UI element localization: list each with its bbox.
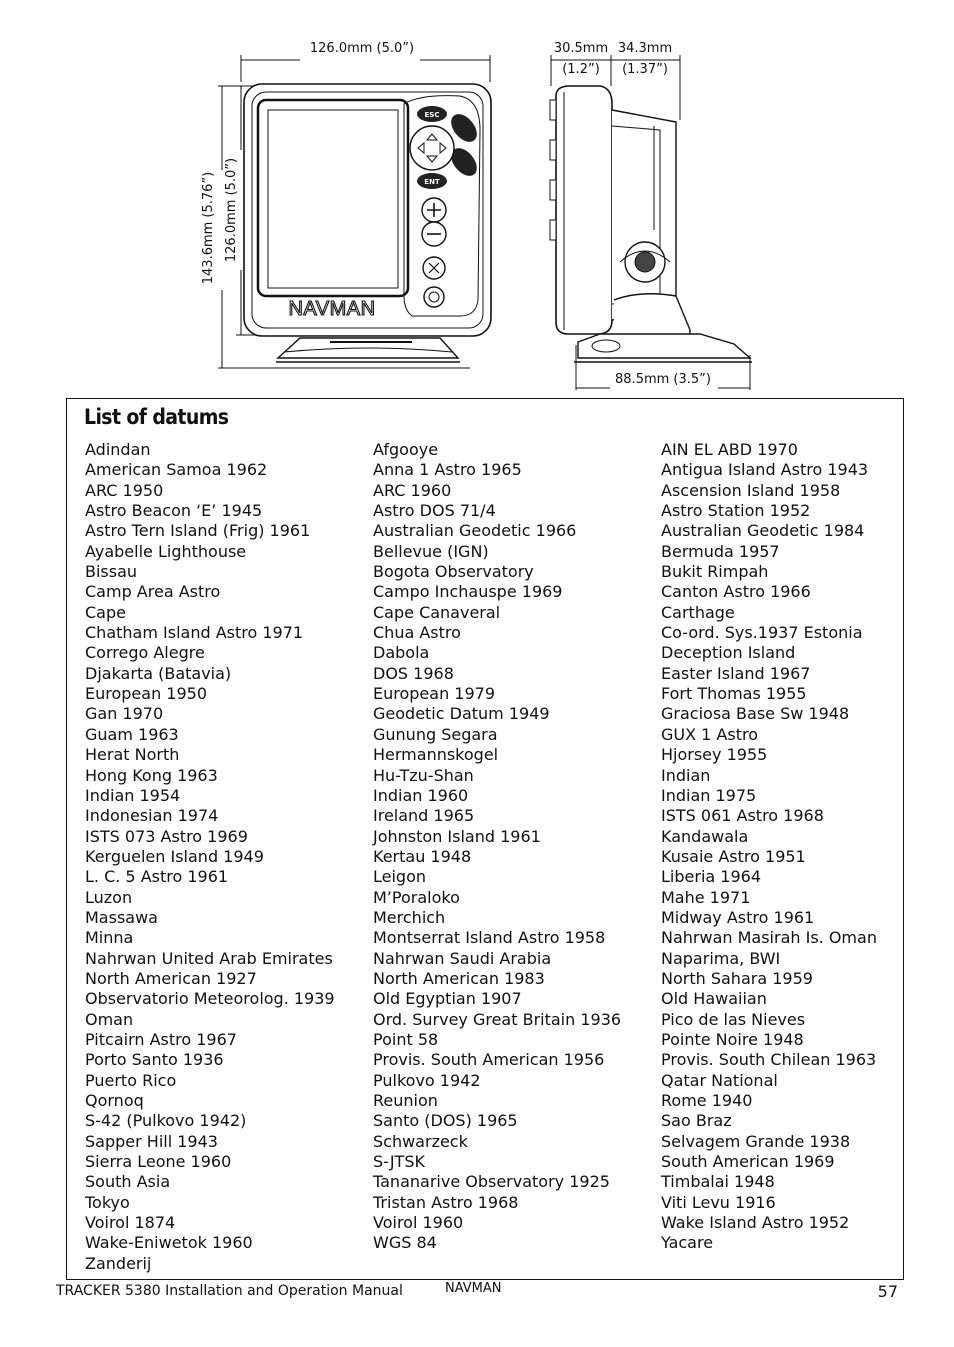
datum-item: Graciosa Base Sw 1948 <box>661 704 850 724</box>
datum-item: ISTS 061 Astro 1968 <box>661 806 824 826</box>
front-view-unit <box>244 84 491 362</box>
datum-item: Astro Tern Island (Frig) 1961 <box>85 521 311 541</box>
datum-item: Bermuda 1957 <box>661 541 780 561</box>
datum-item: WGS 84 <box>373 1233 437 1253</box>
datum-item: Leigon <box>373 867 427 887</box>
datum-item: Timbalai 1948 <box>661 1172 775 1192</box>
datum-item: Bissau <box>85 562 138 582</box>
datum-item: Tokyo <box>85 1192 130 1212</box>
datum-item: Hu-Tzu-Shan <box>373 765 474 785</box>
datum-item: Provis. South Chilean 1963 <box>661 1050 877 1070</box>
datum-item: Merchich <box>373 907 446 927</box>
datum-item: Old Egyptian 1907 <box>373 989 522 1009</box>
datum-item: Zanderij <box>85 1253 152 1273</box>
datum-item: Anna 1 Astro 1965 <box>373 460 522 480</box>
datum-item: Voirol 1874 <box>85 1213 176 1233</box>
datum-item: Geodetic Datum 1949 <box>373 704 550 724</box>
datums-section <box>66 398 904 1280</box>
datum-item: Johnston Island 1961 <box>373 826 541 846</box>
datum-item: Point 58 <box>373 1029 439 1049</box>
datum-item: Ord. Survey Great Britain 1936 <box>373 1009 622 1029</box>
datum-item: Wake-Eniwetok 1960 <box>85 1233 253 1253</box>
datum-item: South Asia <box>85 1172 171 1192</box>
side-front-depth-in: (1.2”) <box>562 62 600 77</box>
datum-item: Schwarzeck <box>373 1131 468 1151</box>
esc-key-label: ESC <box>424 111 440 119</box>
datum-item: Pitcairn Astro 1967 <box>85 1029 237 1049</box>
datum-item: Midway Astro 1961 <box>661 907 815 927</box>
front-height-overall-label: 143.6mm (5.76”) <box>201 171 216 285</box>
datum-item: Reunion <box>373 1091 438 1110</box>
datum-item: Luzon <box>85 887 133 907</box>
datum-item: M’Poraloko <box>373 887 460 907</box>
datum-item: S-42 (Pulkovo 1942) <box>85 1111 247 1131</box>
datum-item: Oman <box>85 1009 134 1029</box>
datum-item: Guam 1963 <box>85 724 179 744</box>
datum-item: Camp Area Astro <box>85 582 221 602</box>
datum-item: Pointe Noire 1948 <box>661 1029 804 1049</box>
datum-item: Deception Island <box>661 643 796 663</box>
datum-item: European 1950 <box>85 684 208 704</box>
datum-item: Cape <box>85 602 126 622</box>
datum-item: AIN EL ABD 1970 <box>661 440 798 459</box>
datum-item: Australian Geodetic 1984 <box>661 521 865 541</box>
datum-item: Massawa <box>85 907 158 927</box>
datum-item: Puerto Rico <box>85 1070 177 1090</box>
dimension-diagram <box>0 0 954 395</box>
datum-item: Dabola <box>373 643 430 663</box>
datum-item: Viti Levu 1916 <box>661 1192 776 1212</box>
datum-item: Cape Canaveral <box>373 602 501 622</box>
datum-item: Sao Braz <box>661 1111 732 1131</box>
datum-item: ISTS 073 Astro 1969 <box>85 826 248 846</box>
datum-item: Canton Astro 1966 <box>661 582 811 602</box>
datums-title: List of datums <box>84 405 229 429</box>
datum-item: Astro Station 1952 <box>661 501 811 521</box>
side-view-unit <box>550 86 752 362</box>
datum-item: Naparima, BWI <box>661 948 781 968</box>
datum-item: Indian 1975 <box>661 785 757 805</box>
datum-item: ARC 1960 <box>373 480 452 500</box>
datum-item: Sierra Leone 1960 <box>85 1152 232 1172</box>
front-logo: NAVMAN <box>288 298 376 320</box>
datum-item: Montserrat Island Astro 1958 <box>373 928 606 948</box>
datum-item: Kusaie Astro 1951 <box>661 846 806 866</box>
datum-item: Astro Beacon ‘E’ 1945 <box>85 501 263 521</box>
datum-item: North Sahara 1959 <box>661 968 813 988</box>
datum-item: S-JTSK <box>373 1152 425 1172</box>
datum-item: Adindan <box>85 440 151 459</box>
datum-item: South American 1969 <box>661 1152 835 1172</box>
datums-column-1 <box>85 440 335 1274</box>
datum-item: Hong Kong 1963 <box>85 765 218 785</box>
side-rear-depth-mm: 34.3mm <box>617 41 673 56</box>
datum-item: Qornoq <box>85 1091 144 1110</box>
datum-item: Yacare <box>661 1233 714 1253</box>
datum-item: Fort Thomas 1955 <box>661 684 807 704</box>
datum-item: Indian <box>661 765 711 785</box>
datum-item: Herat North <box>85 745 180 765</box>
datum-item: Ayabelle Lighthouse <box>85 541 247 561</box>
datum-item: Bukit Rimpah <box>661 562 769 582</box>
power-key <box>424 287 444 307</box>
cursor-pad <box>410 126 454 170</box>
datum-item: Pulkovo 1942 <box>373 1070 481 1090</box>
datum-item: Carthage <box>661 602 735 622</box>
datum-item: Old Hawaiian <box>661 989 767 1009</box>
datum-item: Tristan Astro 1968 <box>373 1192 519 1212</box>
datum-item: Minna <box>85 928 134 948</box>
datum-item: GUX 1 Astro <box>661 724 758 744</box>
datum-item: Qatar National <box>661 1070 778 1090</box>
datum-item: Corrego Alegre <box>85 643 205 663</box>
datum-item: ARC 1950 <box>85 480 164 500</box>
datum-item: Nahrwan United Arab Emirates <box>85 948 333 968</box>
datum-item: Gunung Segara <box>373 724 498 744</box>
datum-item: European 1979 <box>373 684 496 704</box>
datum-item: Kertau 1948 <box>373 846 472 866</box>
datum-item: Santo (DOS) 1965 <box>373 1111 518 1131</box>
unit-drawings <box>0 0 954 395</box>
datum-item: Liberia 1964 <box>661 867 761 887</box>
datum-item: Chatham Island Astro 1971 <box>85 623 304 643</box>
datum-item: Easter Island 1967 <box>661 663 811 683</box>
side-rear-depth-in: (1.37”) <box>622 62 668 77</box>
datum-item: Mahe 1971 <box>661 887 751 907</box>
datum-item: Hjorsey 1955 <box>661 745 768 765</box>
datum-item: Indonesian 1974 <box>85 806 219 826</box>
front-width-label: 126.0mm (5.0”) <box>309 41 415 56</box>
datum-item: Antigua Island Astro 1943 <box>661 460 869 480</box>
base-depth-label: 88.5mm (3.5”) <box>615 372 711 387</box>
front-height-screen-label: 126.0mm (5.0”) <box>224 157 239 263</box>
datum-item: Observatorio Meteorolog. 1939 <box>85 989 335 1009</box>
ent-key-label: ENT <box>424 178 440 186</box>
datum-item: Kandawala <box>661 826 749 846</box>
datum-item: Gan 1970 <box>85 704 164 724</box>
datum-item: Djakarta (Batavia) <box>85 663 232 683</box>
datum-item: North American 1983 <box>373 968 545 988</box>
datum-item: Bogota Observatory <box>373 562 534 582</box>
datum-item: Nahrwan Masirah Is. Oman <box>661 928 877 948</box>
datum-item: Indian 1960 <box>373 785 469 805</box>
datum-item: Provis. South American 1956 <box>373 1050 605 1070</box>
datum-item: North American 1927 <box>85 968 257 988</box>
datum-item: L. C. 5 Astro 1961 <box>85 867 229 887</box>
datum-item: DOS 1968 <box>373 663 454 683</box>
datum-item: Indian 1954 <box>85 785 181 805</box>
datum-item: Voirol 1960 <box>373 1213 464 1233</box>
datum-item: Co-ord. Sys.1937 Estonia <box>661 623 863 643</box>
datums-column-3 <box>661 440 877 1254</box>
datum-item: Australian Geodetic 1966 <box>373 521 577 541</box>
datum-item: Afgooye <box>373 440 439 459</box>
datum-item: Porto Santo 1936 <box>85 1050 224 1070</box>
datum-item: Hermannskogel <box>373 745 499 765</box>
datum-item: Ascension Island 1958 <box>661 480 841 500</box>
datum-item: Rome 1940 <box>661 1091 753 1110</box>
footer-brand: NAVMAN <box>445 1281 502 1296</box>
datum-item: Ireland 1965 <box>373 806 475 826</box>
datum-item: Campo Inchauspe 1969 <box>373 582 563 602</box>
datum-item: Wake Island Astro 1952 <box>661 1213 850 1233</box>
datum-item: Chua Astro <box>373 623 461 643</box>
datum-item: Bellevue (IGN) <box>373 541 489 561</box>
side-front-depth-mm: 30.5mm <box>553 41 609 56</box>
datum-item: American Samoa 1962 <box>85 460 268 480</box>
manual-title: TRACKER 5380 Installation and Operation Manual <box>56 1283 403 1299</box>
datum-item: Kerguelen Island 1949 <box>85 846 264 866</box>
datums-column-2 <box>373 440 621 1254</box>
datum-item: Astro DOS 71/4 <box>373 501 496 521</box>
page-number: 57 <box>877 1282 898 1301</box>
datum-item: Nahrwan Saudi Arabia <box>373 948 552 968</box>
datum-item: Selvagem Grande 1938 <box>661 1131 851 1151</box>
datum-item: Tananarive Observatory 1925 <box>373 1172 610 1192</box>
datum-item: Pico de las Nieves <box>661 1009 806 1029</box>
datum-item: Sapper Hill 1943 <box>85 1131 218 1151</box>
